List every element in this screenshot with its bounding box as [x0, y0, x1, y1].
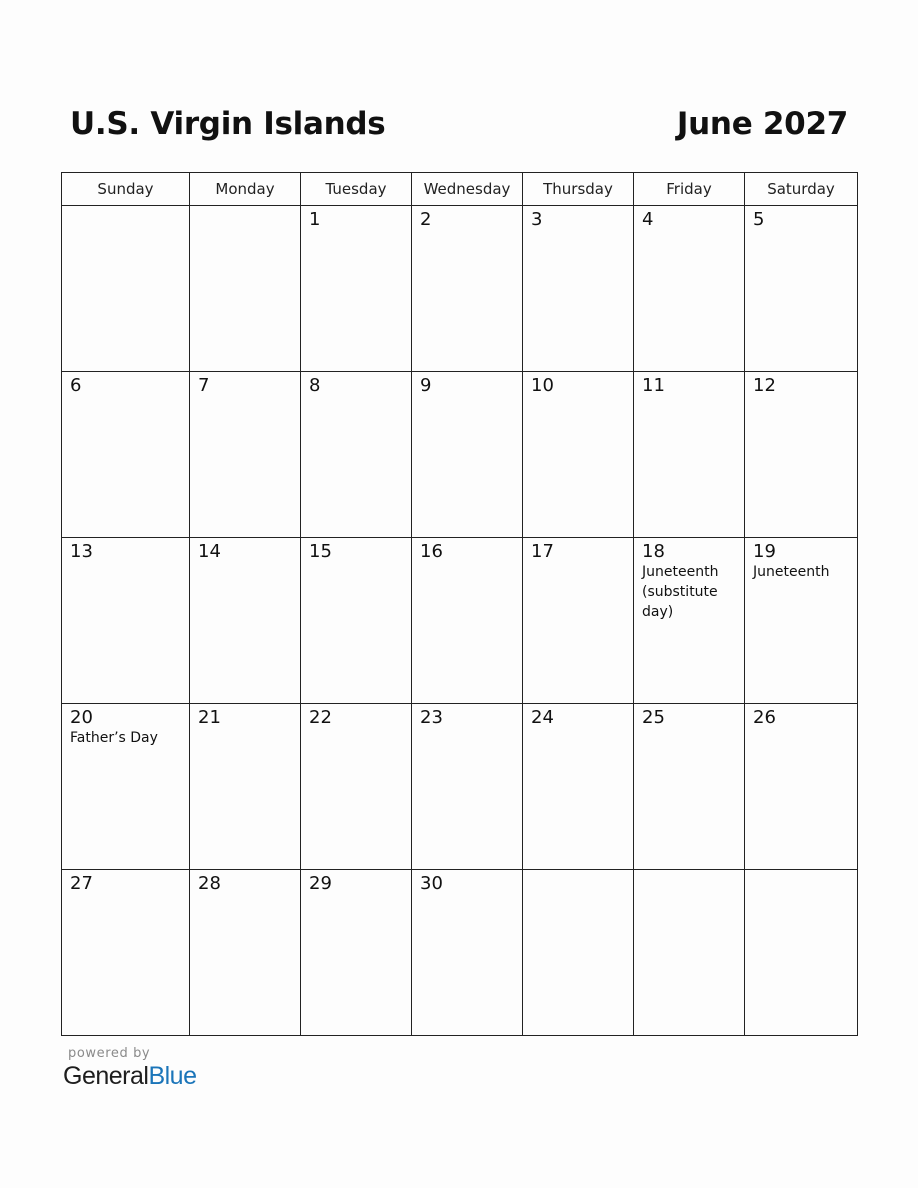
day-cell: [745, 870, 858, 1036]
day-number: 30: [420, 873, 443, 894]
day-cell: [62, 704, 190, 870]
day-number: 25: [642, 707, 665, 728]
day-number: 1: [309, 209, 321, 230]
calendar-grid: [61, 172, 858, 1036]
day-number: 29: [309, 873, 332, 894]
day-number: 27: [70, 873, 93, 894]
day-number: 9: [420, 375, 432, 396]
day-cell: [190, 372, 301, 538]
day-number: 2: [420, 209, 432, 230]
day-cell: [301, 704, 412, 870]
day-cell: [523, 538, 634, 704]
holiday-label: Juneteenth: [753, 564, 830, 580]
week-row: [62, 704, 858, 870]
day-number: 10: [531, 375, 554, 396]
day-number: 5: [753, 209, 765, 230]
day-number: 20: [70, 707, 93, 728]
day-cell: [301, 372, 412, 538]
day-cell: [745, 538, 858, 704]
calendar-country-title: U.S. Virgin Islands: [70, 106, 386, 142]
day-cell: [745, 372, 858, 538]
day-cell: [745, 704, 858, 870]
day-number: 23: [420, 707, 443, 728]
holiday-label: Juneteenth (substitute day): [642, 564, 719, 620]
day-cell: [634, 704, 745, 870]
day-number: 8: [309, 375, 321, 396]
day-cell: [412, 538, 523, 704]
calendar-month-title: June 2027: [676, 106, 848, 142]
day-cell: [190, 870, 301, 1036]
week-row: [62, 372, 858, 538]
day-cell: [634, 372, 745, 538]
day-number: 14: [198, 541, 221, 562]
powered-by-text: powered by: [68, 1046, 151, 1061]
day-cell: [523, 372, 634, 538]
day-cell: [62, 372, 190, 538]
generalblue-logo[interactable]: [63, 1062, 197, 1091]
day-number: 26: [753, 707, 776, 728]
weekday-header: Thursday: [523, 173, 634, 206]
weekday-header: Tuesday: [301, 173, 412, 206]
day-cell: [634, 538, 745, 704]
day-cell: [190, 538, 301, 704]
weekday-header: Friday: [634, 173, 745, 206]
day-cell: [523, 704, 634, 870]
day-cell: [523, 206, 634, 372]
day-number: 13: [70, 541, 93, 562]
day-cell: [634, 870, 745, 1036]
day-cell: [412, 372, 523, 538]
week-row: [62, 206, 858, 372]
day-number: 6: [70, 375, 82, 396]
day-number: 12: [753, 375, 776, 396]
day-number: 11: [642, 375, 665, 396]
day-cell: [301, 870, 412, 1036]
day-number: 3: [531, 209, 543, 230]
day-cell: [301, 206, 412, 372]
day-cell: [634, 206, 745, 372]
day-number: 16: [420, 541, 443, 562]
weekday-header: Sunday: [62, 173, 190, 206]
day-number: 17: [531, 541, 554, 562]
week-row: [62, 538, 858, 704]
day-number: 28: [198, 873, 221, 894]
day-cell: [523, 870, 634, 1036]
day-cell: [62, 870, 190, 1036]
day-cell: [190, 206, 301, 372]
day-number: 19: [753, 541, 776, 562]
week-row: [62, 870, 858, 1036]
brand-blue-text: Blue: [148, 1062, 197, 1090]
day-cell: [62, 538, 190, 704]
day-cell: [745, 206, 858, 372]
day-cell: [62, 206, 190, 372]
day-number: 22: [309, 707, 332, 728]
day-number: 7: [198, 375, 210, 396]
day-number: 18: [642, 541, 665, 562]
day-number: 15: [309, 541, 332, 562]
weekday-header: Saturday: [745, 173, 858, 206]
day-cell: [190, 704, 301, 870]
day-cell: [301, 538, 412, 704]
day-number: 4: [642, 209, 654, 230]
day-number: 21: [198, 707, 221, 728]
weekday-header: Wednesday: [412, 173, 523, 206]
day-number: 24: [531, 707, 554, 728]
weekday-header-row: [62, 173, 858, 206]
weekday-header: Monday: [190, 173, 301, 206]
holiday-label: Father’s Day: [70, 730, 158, 746]
brand-general-text: General: [63, 1062, 149, 1090]
day-cell: [412, 870, 523, 1036]
day-cell: [412, 206, 523, 372]
day-cell: [412, 704, 523, 870]
